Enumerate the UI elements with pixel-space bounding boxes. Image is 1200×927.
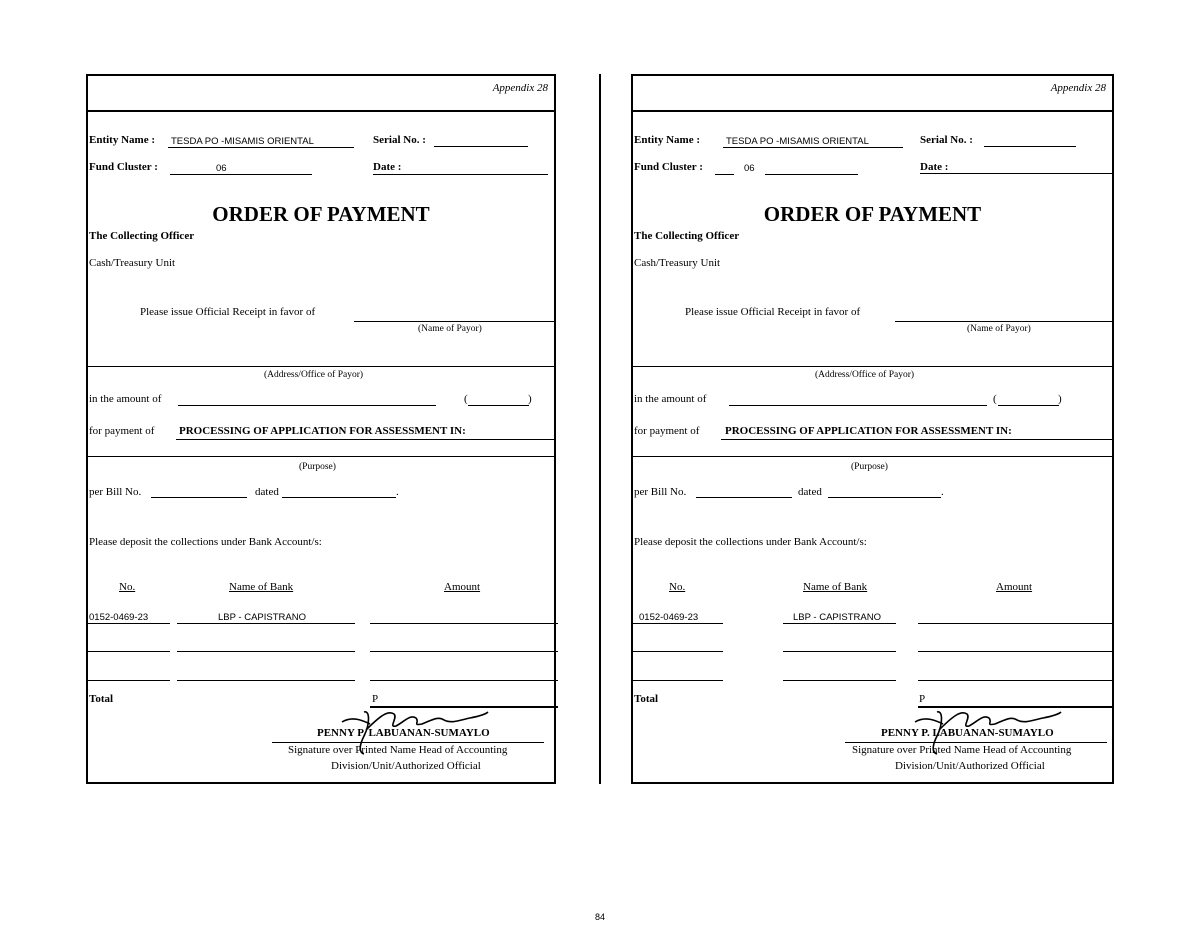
column-header-bank: Name of Bank (229, 581, 294, 593)
order-of-payment-form-right: Appendix 28 Entity Name : TESDA PO -MISAMIS ORIENTAL Serial No. : Fund Cluster : 06 Date : ORDER OF PAYMENT The Collecting Officer Cash/Treasury Unit Please issue Official Receipt in favor of (Name of Payor) (Address/Office of Payor) in the amount of ( ) for payment of PROCESSING OF APPLICATION FOR ASSESSMENT IN: (Purpose) per Bill No. dated . Please deposit the collections under Bank Account/s: No. Name of Bank Amount 0152-0469-23 LBP - CAPISTRANO Total P PENNY P. LABUANAN-SUMAYLO Signature over Printed Name Head of Accounting Division/Unit/Authorized Official (631, 74, 1114, 784)
order-of-payment-form-left: Appendix 28 Entity Name : TESDA PO -MISAMIS ORIENTAL Serial No. : Fund Cluster : 06 Date : ORDER OF PAYMENT The Collecting Officer Cash/Treasury Unit Please issue Official Receipt in favor of (Name of Payor) (Address/Office of Payor) in the amount of ( ) for payment of PROCESSING OF APPLICATION FOR ASSESSMENT IN: (Purpose) per Bill No. dated . Please deposit the collections under Bank Account/s: No. Name of Bank Amount 0152-0469-23 LBP - CAPISTRANO Total P PENNY P. LABUANAN-SUMAYLO Signature over Printed Name Head of Accounting Division/Unit/Authorized Official (86, 74, 556, 784)
cash-treasury-unit: Cash/Treasury Unit (634, 257, 721, 269)
peso-sign: P (919, 693, 926, 705)
entity-name-value: TESDA PO -MISAMIS ORIENTAL (171, 136, 314, 147)
for-payment-label: for payment of (634, 425, 700, 437)
for-payment-label: for payment of (89, 425, 155, 437)
bank-name: LBP - CAPISTRANO (793, 612, 881, 623)
form-title: ORDER OF PAYMENT (212, 202, 430, 226)
collecting-officer: The Collecting Officer (89, 230, 195, 242)
fund-cluster-value: 06 (744, 163, 755, 174)
entity-name-value: TESDA PO -MISAMIS ORIENTAL (726, 136, 869, 147)
date-label: Date : (373, 161, 402, 173)
total-label: Total (634, 693, 659, 705)
column-header-amount: Amount (996, 581, 1033, 593)
total-label: Total (89, 693, 114, 705)
account-number: 0152-0469-23 (89, 612, 149, 623)
signature-caption-line2: Division/Unit/Authorized Official (331, 760, 481, 772)
entity-name-label: Entity Name : (634, 134, 700, 146)
amount-label: in the amount of (89, 393, 162, 405)
column-header-no: No. (119, 581, 136, 593)
address-of-payor-caption: (Address/Office of Payor) (264, 370, 364, 380)
date-label: Date : (920, 161, 949, 173)
purpose-caption: (Purpose) (851, 462, 888, 472)
please-issue-text: Please issue Official Receipt in favor of (685, 306, 861, 318)
signature-caption-line1: Signature over Printed Name Head of Accounting (288, 744, 508, 756)
peso-sign: P (372, 693, 379, 705)
purpose-caption: (Purpose) (299, 462, 336, 472)
appendix-label: Appendix 28 (492, 82, 548, 94)
collecting-officer: The Collecting Officer (634, 230, 740, 242)
bank-name: LBP - CAPISTRANO (218, 612, 306, 623)
signature-caption-line1: Signature over Printed Name Head of Accounting (852, 744, 1072, 756)
deposit-instruction: Please deposit the collections under Bank Account/s: (634, 536, 867, 548)
name-of-payor-caption: (Name of Payor) (418, 324, 482, 334)
amount-label: in the amount of (634, 393, 707, 405)
amount-paren-open: ( (993, 393, 997, 405)
fund-cluster-label: Fund Cluster : (634, 161, 703, 173)
deposit-instruction: Please deposit the collections under Bank Account/s: (89, 536, 322, 548)
appendix-label: Appendix 28 (1050, 82, 1106, 94)
amount-paren-open: ( (464, 393, 468, 405)
column-header-bank: Name of Bank (803, 581, 868, 593)
dated-label: dated (798, 486, 822, 498)
serial-no-label: Serial No. : (373, 134, 426, 146)
column-header-no: No. (669, 581, 686, 593)
name-of-payor-caption: (Name of Payor) (967, 324, 1031, 334)
fund-cluster-label: Fund Cluster : (89, 161, 158, 173)
for-payment-value: PROCESSING OF APPLICATION FOR ASSESSMENT IN: (179, 425, 466, 437)
serial-no-label: Serial No. : (920, 134, 973, 146)
column-header-amount: Amount (444, 581, 481, 593)
address-of-payor-caption: (Address/Office of Payor) (815, 370, 915, 380)
signatory-name: PENNY P. LABUANAN-SUMAYLO (881, 727, 1054, 739)
cash-treasury-unit: Cash/Treasury Unit (89, 257, 176, 269)
signature-caption-line2: Division/Unit/Authorized Official (895, 760, 1045, 772)
page-divider (599, 74, 601, 784)
signatory-name: PENNY P. LABUANAN-SUMAYLO (317, 727, 490, 739)
entity-name-label: Entity Name : (89, 134, 155, 146)
amount-paren-close: ) (528, 393, 532, 405)
per-bill-label: per Bill No. (634, 486, 687, 498)
per-bill-label: per Bill No. (89, 486, 142, 498)
for-payment-value: PROCESSING OF APPLICATION FOR ASSESSMENT IN: (725, 425, 1012, 437)
page-number: 84 (594, 912, 605, 922)
fund-cluster-value: 06 (216, 163, 227, 174)
dated-label: dated (255, 486, 279, 498)
form-title: ORDER OF PAYMENT (763, 202, 982, 226)
please-issue-text: Please issue Official Receipt in favor of (140, 306, 316, 318)
amount-paren-close: ) (1058, 393, 1062, 405)
account-number: 0152-0469-23 (639, 612, 699, 623)
